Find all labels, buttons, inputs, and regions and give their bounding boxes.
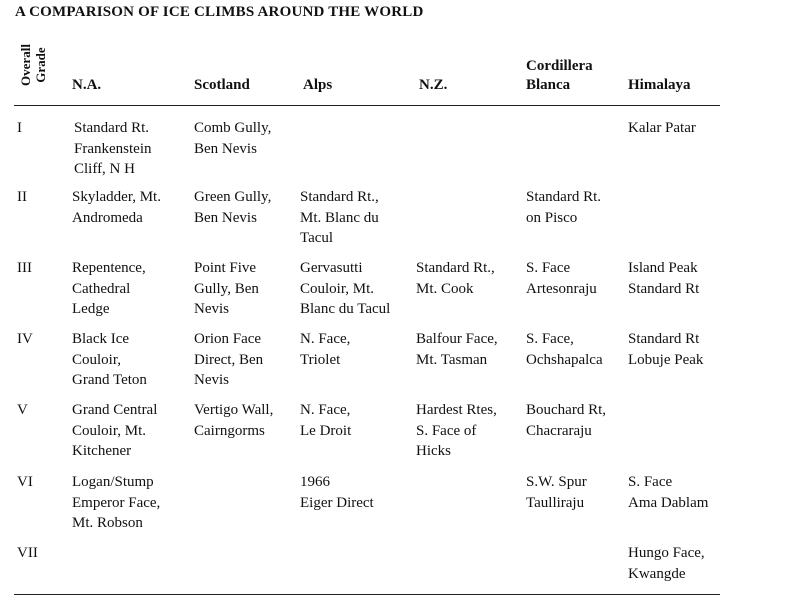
- himalaya-cell: Island Peak Standard Rt: [628, 260, 700, 297]
- header-rule: [14, 105, 720, 106]
- grade-cell: I: [17, 120, 22, 136]
- scotland-cell: Comb Gully, Ben Nevis: [194, 120, 272, 157]
- scotland-cell: Point Five Gully, Ben Nevis: [194, 260, 259, 317]
- na-cell: Logan/Stump Emperor Face, Mt. Robson: [72, 474, 161, 531]
- na-cell: Grand Central Couloir, Mt. Kitchener: [72, 402, 158, 459]
- alps-cell: Gervasutti Couloir, Mt. Blanc du Tacul: [300, 260, 391, 317]
- scotland-cell: Green Gully, Ben Nevis: [194, 189, 272, 226]
- scotland-cell: Orion Face Direct, Ben Nevis: [194, 331, 264, 388]
- na-cell: Repentence, Cathedral Ledge: [72, 260, 146, 317]
- column-header-nz: N.Z.: [419, 77, 448, 93]
- overall-grade-header: [12, 34, 54, 96]
- column-header-himalaya: Himalaya: [628, 77, 691, 93]
- nz-cell: Balfour Face, Mt. Tasman: [416, 331, 498, 368]
- himalaya-cell: Standard Rt Lobuje Peak: [628, 331, 704, 368]
- alps-cell: Standard Rt., Mt. Blanc du Tacul: [300, 189, 379, 246]
- himalaya-cell: S. Face Ama Dablam: [628, 474, 709, 511]
- column-header-alps: Alps: [303, 77, 333, 93]
- na-cell: Standard Rt. Frankenstein Cliff, N H: [74, 120, 152, 177]
- nz-cell: Hardest Rtes, S. Face of Hicks: [416, 402, 497, 459]
- grade-cell: III: [17, 260, 32, 276]
- cordillera-cell: Standard Rt. on Pisco: [526, 189, 601, 226]
- himalaya-cell: Kalar Patar: [628, 120, 696, 136]
- cordillera-cell: S. Face, Ochshapalca: [526, 331, 603, 368]
- cordillera-cell: S.W. Spur Taulliraju: [526, 474, 587, 511]
- himalaya-cell: Hungo Face, Kwangde: [628, 545, 705, 582]
- column-header-scotland: Scotland: [194, 77, 250, 93]
- grade-cell: II: [17, 189, 27, 205]
- na-cell: Black Ice Couloir, Grand Teton: [72, 331, 147, 388]
- overall-grade-header-label: Overall Grade: [18, 44, 48, 86]
- grade-cell: V: [17, 402, 28, 418]
- grade-cell: VI: [17, 474, 33, 490]
- bottom-rule: [14, 594, 720, 595]
- column-header-na: N.A.: [72, 77, 102, 93]
- alps-cell: N. Face, Le Droit: [300, 402, 352, 439]
- grade-cell: IV: [17, 331, 33, 347]
- nz-cell: Standard Rt., Mt. Cook: [416, 260, 495, 297]
- alps-cell: 1966 Eiger Direct: [300, 474, 374, 511]
- cordillera-cell: Bouchard Rt, Chacraraju: [526, 402, 606, 439]
- na-cell: Skyladder, Mt. Andromeda: [72, 189, 161, 226]
- scotland-cell: Vertigo Wall, Cairngorms: [194, 402, 274, 439]
- table-title: A COMPARISON OF ICE CLIMBS AROUND THE WORLD: [15, 4, 424, 20]
- alps-cell: N. Face, Triolet: [300, 331, 351, 368]
- column-header-cordillera-blanca: Cordillera Blanca: [526, 58, 593, 93]
- cordillera-cell: S. Face Artesonraju: [526, 260, 597, 297]
- grade-cell: VII: [17, 545, 38, 561]
